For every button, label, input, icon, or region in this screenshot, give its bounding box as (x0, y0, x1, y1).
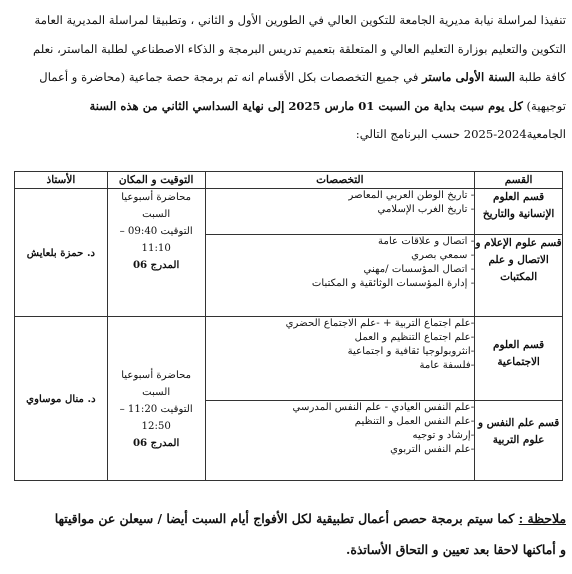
spec-item: -فلسفة عامة (419, 360, 475, 371)
session-type: محاضرة أسبوعيا (121, 192, 192, 203)
intro-target-year: السنة الأولى ماستر (422, 70, 516, 84)
session-time: التوقيت 11:20 – 12:50 (119, 404, 193, 432)
spec-item: - تاريخ الغرب الإسلامي (377, 204, 475, 215)
header-prof: الأستاذ (15, 172, 108, 189)
time-place-cell (107, 317, 205, 481)
spec-item: -علم النفس العمل و التنظيم (354, 416, 475, 427)
intro-line-3: كافة طلبة السنة الأولى ماستر في جميع التخصصات بكل الأقسام انه تم برمجة حصة جماعية (محاضرة و أعمال (39, 70, 566, 84)
session-hall: المدرج 06 (132, 437, 180, 449)
table-row (15, 189, 563, 235)
spec-item: -انثروبولوجيا ثقافية و اجتماعية (347, 346, 475, 357)
spec-cell (205, 189, 475, 235)
professor-cell: د. منال موساوي (15, 317, 108, 481)
spec-item: - اتصال و علاقات عامة (378, 236, 475, 247)
intro-line-5: الجامعية2024-2025 حسب البرنامج التالي: (355, 127, 566, 141)
spec-item: - إدارة المؤسسات الوثائقية و المكتبات (311, 278, 475, 289)
spec-cell (205, 235, 475, 317)
spec-item: - سمعي بصري (411, 250, 475, 261)
intro-line-4: توجيهية) كل يوم سبت بداية من السبت 01 مارس 2025 إلى نهاية السداسي الثاني من هذه السنة (89, 98, 566, 113)
time-place-cell (107, 189, 205, 317)
dept-cell: قسم العلوم الاجتماعية (475, 317, 563, 401)
spec-item: -علم اجتماع التنظيم و العمل (354, 332, 475, 343)
spec-cell (205, 317, 475, 401)
spec-item: -علم النفس العيادي - علم النفس المدرسي (292, 402, 475, 413)
professor-cell: د. حمزة بلعايش (15, 189, 108, 317)
note-line-2: و أماكنها لاحقا بعد تعيين و التحاق الأساتذة. (346, 542, 566, 557)
spec-item: - اتصال المؤسسات /مهني (363, 264, 475, 275)
note-paragraph (6, 503, 566, 565)
intro-start-date: كل يوم سبت بداية من السبت 01 مارس 2025 إلى نهاية السداسي الثاني من هذه السنة (89, 98, 523, 113)
header-time: التوقيت و المكان (107, 172, 205, 189)
spec-item: -إرشاد و توجيه (412, 430, 475, 441)
dept-cell: قسم العلوم الإنسانية والتاريخ (475, 189, 563, 235)
note-line-1: ملاحظة : كما سيتم برمجة حصص أعمال تطبيقية لكل الأفواج أيام السبت أيضا / سيعلن عن مواقيتها (54, 511, 566, 526)
session-type: محاضرة أسبوعيا (121, 370, 192, 381)
table-header-row (15, 172, 563, 189)
note-label: ملاحظة : (518, 511, 566, 526)
intro-line-2: التكوين والتعليم بوزارة التعليم العالي و المتعلقة بتعميم تدريس البرمجة و الذكاء الاصطناعي لطلبة الماستر، نعلم (33, 41, 566, 56)
header-dept: القسم (475, 172, 563, 189)
intro-line-1: تنفيذا لمراسلة نيابة مديرية الجامعة للتكوين العالي في الطورين الأول و الثاني ، وتطبيقا لمراسلة المديرية العامة (34, 13, 566, 27)
spec-cell (205, 401, 475, 481)
dept-cell: قسم علم النفس و علوم التربية (475, 401, 563, 481)
schedule-table (14, 171, 563, 481)
header-spec: التخصصات (205, 172, 475, 189)
table-row (15, 317, 563, 401)
spec-item: -علم النفس التربوي (390, 444, 475, 455)
session-day: السبت (142, 209, 171, 220)
dept-cell: قسم علوم الإعلام و الاتصال و علم المكتبات (475, 235, 563, 317)
session-hall: المدرج 06 (132, 259, 180, 271)
session-time: التوقيت 09:40 – 11:10 (119, 226, 193, 254)
intro-paragraph (6, 6, 566, 149)
spec-item: - تاريخ الوطن العربي المعاصر (348, 190, 475, 201)
spec-item: -علم اجتماع التربية + -علم الاجتماع الحضري (285, 318, 475, 329)
session-day: السبت (142, 387, 171, 398)
